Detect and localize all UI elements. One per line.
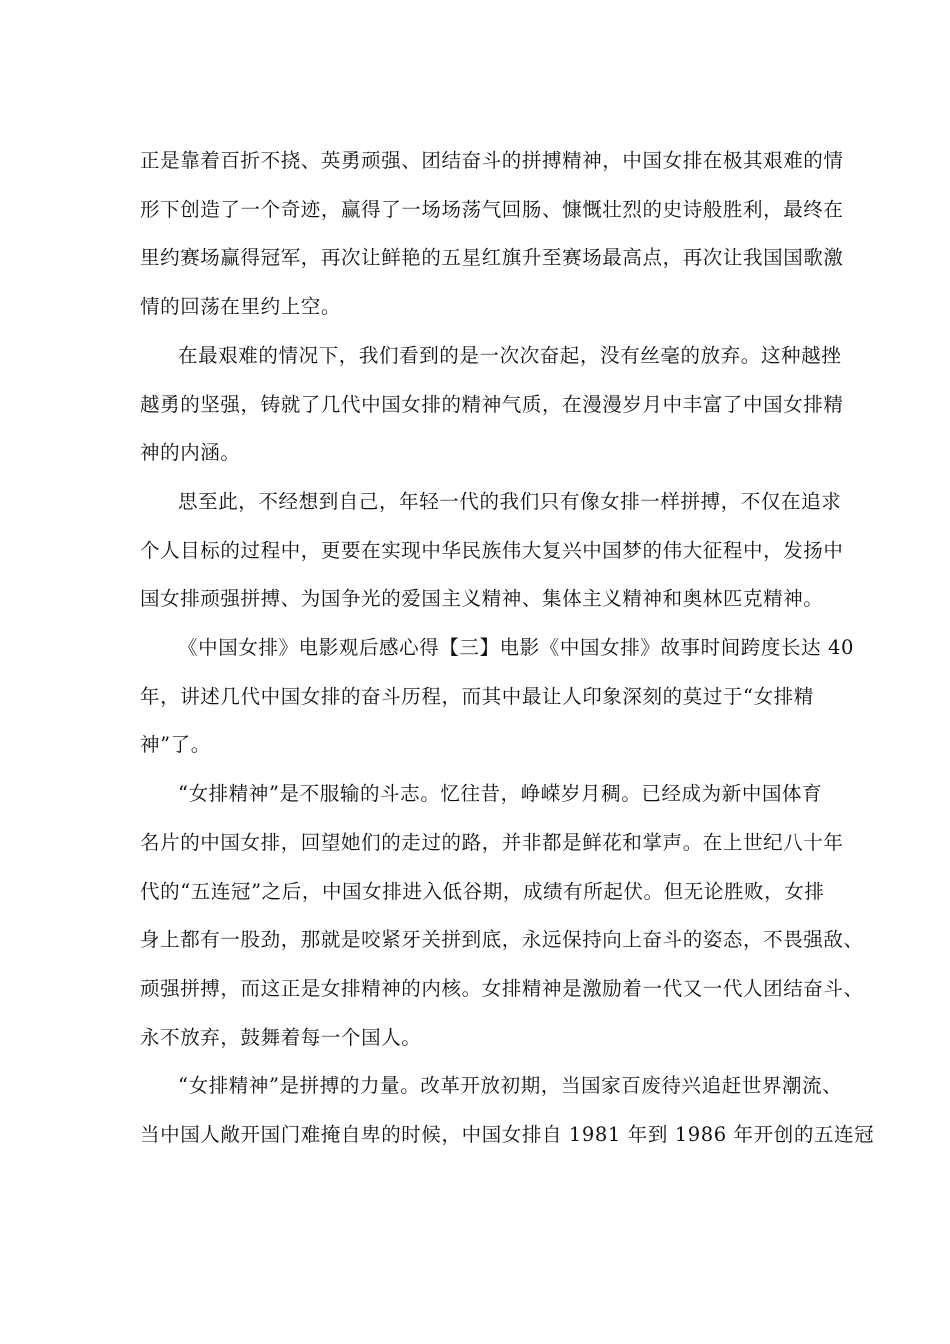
paragraph-5 (140, 770, 864, 1062)
text-line: 里约赛场赢得冠军，再次让鲜艳的五星红旗升至赛场最高点，再次让我国国歌激 (140, 246, 844, 270)
paragraph-4 (140, 624, 855, 770)
text-line: 当中国人敞开国门难掩自卑的时候，中国女排自 1981 年到 1986 年开创的五连冠 (140, 1123, 875, 1147)
text-line: 名片的中国女排，回望她们的走过的路，并非都是鲜花和掌声。在上世纪八十年 (140, 830, 844, 854)
text-line: 神的内涵。 (140, 441, 241, 465)
text-line: 越勇的坚强，铸就了几代中国女排的精神气质，在漫漫岁月中丰富了中国女排精 (140, 392, 844, 416)
text-line: “女排精神”是不服输的斗志。忆往昔，峥嵘岁月稠。已经成为新中国体育 (178, 782, 823, 806)
text-line: 代的“五连冠”之后，中国女排进入低谷期，成绩有所起伏。但无论胜败，女排 (140, 879, 825, 903)
text-line: 国女排顽强拼搏、为国争光的爱国主义精神、集体主义精神和奥林匹克精神。 (140, 587, 824, 611)
paragraph-2 (140, 332, 844, 478)
text-line: “女排精神”是拼搏的力量。改革开放初期，当国家百废待兴追赶世界潮流、 (178, 1074, 843, 1098)
text-line: 《中国女排》电影观后感心得【三】电影《中国女排》故事时间跨度长达 40 (178, 636, 855, 660)
paragraph-1 (140, 137, 844, 332)
text-line: 顽强拼搏，而这正是女排精神的内核。女排精神是激励着一代又一代人团结奋斗、 (140, 976, 864, 1000)
paragraph-3 (140, 478, 844, 624)
text-line: 身上都有一股劲，那就是咬紧牙关拼到底，永远保持向上奋斗的姿态，不畏强敌、 (140, 928, 864, 952)
text-line: 年，讲述几代中国女排的奋斗历程，而其中最让人印象深刻的莫过于“女排精 (140, 684, 814, 708)
text-line: 永不放弃，鼓舞着每一个国人。 (140, 1025, 422, 1049)
text-line: 形下创造了一个奇迹，赢得了一场场荡气回肠、慷慨壮烈的史诗般胜利，最终在 (140, 197, 844, 221)
text-line: 在最艰难的情况下，我们看到的是一次次奋起，没有丝毫的放弃。这种越挫 (178, 343, 842, 367)
text-line: 正是靠着百折不挠、英勇顽强、团结奋斗的拼搏精神，中国女排在极其艰难的情 (140, 149, 844, 172)
text-line: 神”了。 (140, 733, 211, 757)
text-line: 情的回荡在里约上空。 (140, 295, 342, 319)
document-body (140, 137, 875, 1160)
text-line: 个人目标的过程中，更要在实现中华民族伟大复兴中国梦的伟大征程中，发扬中 (140, 538, 844, 562)
text-line: 思至此，不经想到自己，年轻一代的我们只有像女排一样拼搏，不仅在追求 (178, 489, 842, 513)
paragraph-6 (140, 1062, 875, 1159)
